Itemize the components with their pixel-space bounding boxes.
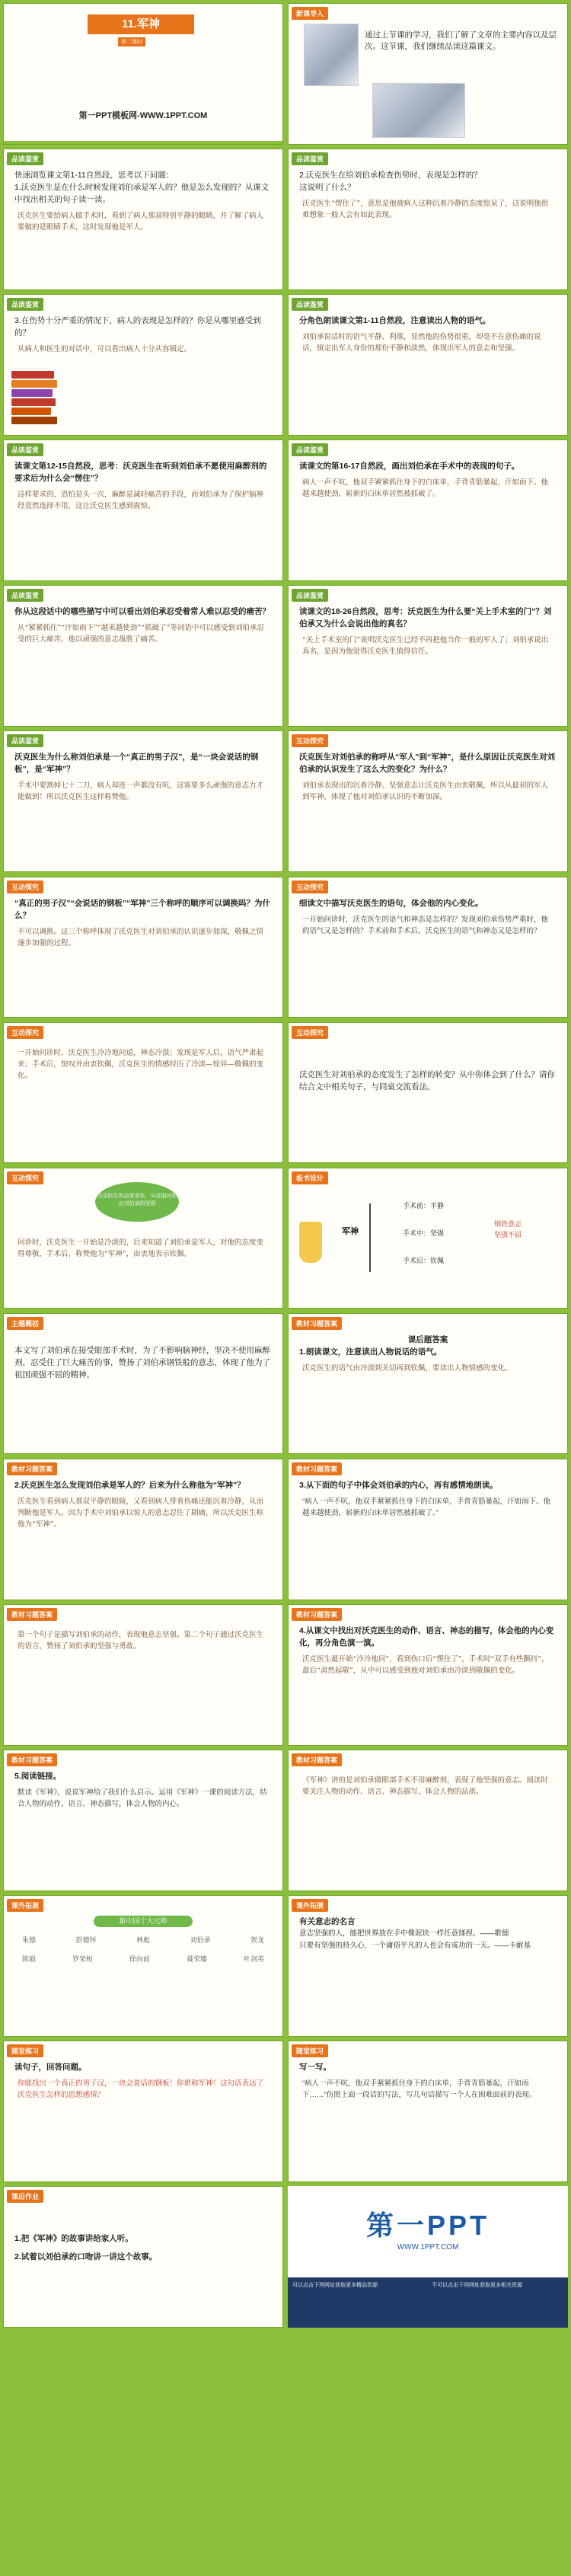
- pencil-icon: [299, 1222, 322, 1263]
- answer: 问诊时，沃克医生一开始是冷淡的，后来知道了刘伯承是军人，对他的态度变得尊敬，手术后，称赞他为“军神”，由衷地表示钦佩。: [18, 1238, 264, 1258]
- question: 分角色朗读课文第1-11自然段，注意读出人物的语气。: [299, 316, 491, 326]
- slide-24: [288, 1604, 568, 1746]
- books-illustration: [11, 371, 57, 430]
- marshal-name: 聂荣臻: [186, 1955, 207, 1964]
- marshal-row-2: [14, 1954, 272, 1965]
- question-intro: 快速浏览课文第1-11自然段，思考以下问题：: [14, 171, 174, 181]
- slide-28: [288, 1895, 568, 2037]
- intro-text: 通过上节课的学习，我们了解了文章的主要内容以及层次。这节课，我们继续品读这篇课文。: [365, 30, 557, 51]
- question: 沃克医生对刘伯承的态度发生了怎样的转变？从中你体会到了什么？请你结合文中相关句子，与同桌交流看法。: [299, 1069, 555, 1091]
- board-root: 军神: [342, 1226, 359, 1236]
- section-tag: 随堂练习: [7, 2044, 43, 2057]
- section-title: 课后题答案: [407, 1334, 448, 1344]
- board-design: [342, 1197, 555, 1281]
- answer: “病人一声不吭，他双手紧紧抓住身下的白床单，手背青筋暴起，汗如雨下。他越来越使劲，崭新的白床单居然被抓破了。”: [302, 1497, 551, 1517]
- answer: 沃克医生“愣住了”，意思是他被病人这种沉着冷静的态度惊呆了，这说明他很难想象一般人会有如此表现。: [302, 200, 549, 220]
- board-item: 手术中：坚强: [403, 1229, 445, 1237]
- marshal-name: 徐向前: [129, 1955, 150, 1964]
- marshal-name: 朱德: [22, 1936, 37, 1945]
- answer: 你能找出一个真正的男子汉，一块会说话的钢板！你堪称军神！这句话表达了沃克医生怎样的思想感情？: [18, 2079, 264, 2100]
- section-tag: 品读鉴赏: [7, 589, 43, 602]
- section-tag: 品读鉴赏: [7, 152, 43, 165]
- homework-item: 1.把《军神》的故事讲给家人听。: [14, 2234, 133, 2244]
- marshal-name: 罗荣桓: [72, 1955, 93, 1964]
- board-item: 手术后：钦佩: [403, 1256, 445, 1264]
- section-tag: 板书设计: [292, 1171, 328, 1184]
- answer: 从病人和医生的对话中，可以看出病人十分从容镇定。: [18, 345, 192, 354]
- answer: 沃克医生最开始“冷冷地问”，看到伤口后“愣住了”，手术时“双手有些颤抖”，最后“肃然起敬”，从中可以感受到他对刘伯承由冷淡到敬佩的变化。: [302, 1655, 549, 1676]
- slide-bar: [4, 141, 282, 144]
- slide-23: [3, 1604, 283, 1746]
- section-title: 新中国十大元帅: [94, 1916, 193, 1927]
- lesson-title: 11.军神: [88, 14, 194, 34]
- slide-6: [288, 294, 568, 436]
- quote: 意志坚强的人，能把世界放在手中像泥块一样任意揉捏。——歌德: [299, 1929, 509, 1938]
- section-tag: 课外拓展: [7, 1899, 43, 1912]
- surgery-photo: [372, 83, 465, 138]
- marshal-name: 刘伯承: [190, 1936, 211, 1945]
- slide-21: [3, 1459, 283, 1600]
- marshal-name: 林彪: [136, 1936, 150, 1945]
- section-tag: 互动探究: [292, 734, 328, 747]
- section-tag: 互动探究: [7, 1026, 43, 1039]
- question: 你从这段话中的哪些描写中可以看出刘伯承忍受着常人难以忍受的痛苦？: [14, 607, 270, 617]
- slide-19: [3, 1313, 283, 1455]
- answer: 一开始问诊时，沃克医生的语气和神态是怎样的？发现刘伯承伤势严重时，他的语气又是怎样的？手术前和手术后，沃克医生的语气和神态又是怎样的？: [302, 915, 549, 935]
- slide-16: [288, 1022, 568, 1164]
- slide-14: [288, 877, 568, 1018]
- answer: 第一个句子是描写刘伯承的动作，表现他意志坚强。第二个句子通过沃克医生的语言，赞扬了刘伯承的坚强与勇敢。: [18, 1631, 264, 1651]
- slide-11: [3, 730, 283, 872]
- section-title: 写一写。: [299, 2063, 331, 2073]
- section-tag: 互动探究: [292, 1026, 328, 1039]
- section-tag: 教材习题答案: [7, 1462, 57, 1475]
- section-tag: 新课导入: [292, 7, 328, 20]
- question: 1.朗读课文，注意读出人物说话的语气。: [299, 1347, 442, 1357]
- question-2: 2.沃克医生在给刘伯承检查伤势时，表现是怎样的？: [299, 171, 482, 181]
- answer: 沃克医生的语气由冷淡到关切再到钦佩，要读出人物情感的变化。: [302, 1363, 512, 1373]
- section-tag: 教材习题答案: [7, 1608, 57, 1621]
- answer: 一开始问诊时，沃克医生冷冷地问道，神态冷漠；发现是军人后，语气严肃起来；手术后，惊叹并由衷钦佩，沃克医生的情感经历了冷淡—惊异—敬佩的变化。: [18, 1048, 264, 1080]
- question: 沃克医生为什么称刘伯承是一个“真正的男子汉”，是“一块会说话的钢板”，是“军神”？: [14, 753, 259, 775]
- question: 读课文的18-26自然段，思考：沃克医生为什么要“关上手术室的门”？刘伯承又为什么会说出他的真名？: [299, 607, 552, 629]
- slide-26: [288, 1750, 568, 1891]
- answer: 手术中要割掉七十二刀，病人却连一声都没有吭，这需要多么顽强的意志力才能做到！所以沃克医生这样称赞他。: [18, 781, 264, 802]
- slide-7: [3, 439, 283, 581]
- section-tag: 品读鉴赏: [292, 298, 328, 311]
- board-summary-line: 钢铁意志: [494, 1219, 522, 1228]
- soldier-photo: [304, 24, 359, 86]
- slide-29: [3, 2041, 283, 2182]
- slide-8: [288, 439, 568, 581]
- question: “真正的男子汉”“会说话的钢板”“军神”三个称呼的顺序可以调换吗？为什么？: [14, 898, 270, 920]
- answer: 刘伯承说话时的语气平静、利落，显然他的伤势很重，却毫不在意伤痛的说话，镇定出军人身份的那份平静和淡然，体现出军人的意志和坚强。: [302, 333, 541, 353]
- marshal-name: 陈毅: [22, 1955, 37, 1964]
- answer: 不可以调换。这三个称呼体现了沃克医生对刘伯承的认识逐步加深，敬佩之情逐步加强的过程。: [18, 927, 264, 948]
- section-tag: 品读鉴赏: [292, 589, 328, 602]
- marshal-name: 叶剑英: [243, 1955, 264, 1964]
- answer: “病人一声不吭，他双手紧紧抓住身下的白床单，手背青筋暴起，汗如雨下……”仿照上面一段话的写法，写几句话描写一个人在困难面前的表现。: [302, 2079, 537, 2100]
- slide-13: [3, 877, 283, 1018]
- question: 读课文的第16-17自然段，画出刘伯承在手术中的表现的句子。: [299, 462, 520, 471]
- quote: 只要有坚强的持久心，一个庸俗平凡的人也会有成功的一天。——卡耐基: [299, 1942, 531, 1951]
- marshal-name: 贺龙: [250, 1936, 264, 1945]
- section-tag: 课外拓展: [292, 1899, 328, 1912]
- question: 4.从课文中找出对沃克医生的动作、语言、神态的描写，体会他的内心变化，再分角色演一演。: [299, 1626, 554, 1648]
- slide-31: [3, 2186, 283, 2328]
- answer: “关上手术室的门”说明沃克医生已经不再把他当作一般的军人了；刘伯承说出真名，是因为他觉得沃克医生值得信任。: [302, 636, 549, 657]
- slide-20: [288, 1313, 568, 1455]
- answer: 沃克医生看到病人那双平静的眼睛，又看到病人带着伤痛还能沉着冷静，从而判断他是军人。因为手术中刘伯承以惊人的意志忍住了剧痛，所以沃克医生称他为“军神”。: [18, 1497, 264, 1529]
- section-title: 有关意志的名言: [299, 1917, 356, 1927]
- slide-4: [288, 149, 568, 290]
- slide-22: [288, 1459, 568, 1600]
- section-tag: 品读鉴赏: [7, 443, 43, 456]
- section-tag: 品读鉴赏: [7, 734, 43, 747]
- question: 5.阅读链接。: [14, 1772, 62, 1782]
- question-3: 3.在伤势十分严重的情况下，病人的表现是怎样的？你是从哪里感受到的？: [14, 316, 261, 338]
- answer: 从“紧紧抓住”“汗如雨下”“越来越使劲”“抓破了”等词语中可以感受到刘伯承忍受的巨大痛苦，他以顽强的意志战胜了痛苦。: [18, 624, 264, 644]
- answer: 病人一声不吭，他双手紧紧抓住身下的白床单，手背青筋暴起，汗如雨下。他越来越使劲，崭新的白床单居然被抓破了。: [302, 478, 549, 499]
- question-1: 1.沃克医生是在什么时候发现刘伯承是军人的？他是怎么发现的？从课文中找出相关的句子读一读。: [14, 183, 270, 205]
- answer: 刘伯承表现出的沉着冷静、坚强意志让沃克医生由衷敬佩，所以从最初的军人到军神，体现了他对刘伯承认识的不断加深。: [302, 781, 549, 802]
- slide-17: [3, 1168, 283, 1309]
- ppt-logo: 第一PPT: [365, 2210, 490, 2242]
- question-2b: 这说明了什么？: [299, 183, 356, 193]
- section-tag: 教材习题答案: [292, 1753, 342, 1766]
- section-tag: 课后作业: [7, 2190, 43, 2203]
- lesson-subtitle: 第二课时: [118, 37, 145, 46]
- slide-ppt-banner: [288, 2186, 568, 2328]
- answer: 《军神》讲的是刘伯承做眼部手术不用麻醉剂，表现了他坚强的意志。阅读时要关注人物的动作、语言、神态描写，体会人物的品质。: [302, 1776, 549, 1797]
- slide-12: [288, 730, 568, 872]
- ppt-url[interactable]: WWW.1PPT.COM: [397, 2243, 459, 2252]
- slide-title: [3, 3, 283, 145]
- section-tag: 互动探究: [292, 881, 328, 893]
- slide-10: [288, 585, 568, 727]
- marshal-name: 彭德怀: [75, 1936, 97, 1945]
- section-title: 读句子，回答问题。: [14, 2063, 87, 2073]
- question: 细读文中描写沃克医生的语句，体会他的内心变化。: [299, 898, 483, 908]
- question: 读课文第12-15自然段，思考：沃克医生在听到刘伯承不愿使用麻醉剂的要求后为什么会“愣住”？: [14, 462, 267, 484]
- slide-3: [3, 149, 283, 290]
- section-tag: 互动探究: [7, 881, 43, 893]
- slide-5: [3, 294, 283, 436]
- slide-18: [288, 1168, 568, 1309]
- section-tag: 教材习题答案: [292, 1462, 342, 1475]
- answer: 这样要求的，恐怕是头一次，麻醉是减轻痛苦的手段，而刘伯承为了保护脑神经竟然选择不用，这让沃克医生感到震惊。: [18, 491, 264, 511]
- section-tag: 随堂练习: [292, 2044, 328, 2057]
- answer: 沃克医生要给病人做手术时，看到了病人那双特别平静的眼睛，并了解了病人要做的是眼睛手术，这时发现他是军人。: [18, 212, 264, 232]
- slide-15: [3, 1022, 283, 1164]
- board-summary-line: 坚强不屈: [494, 1230, 522, 1238]
- question: 沃克医生对刘伯承的称呼从“军人”到“军神”，是什么原因让沃克医生对刘伯承的认识发生了这么大的变化？为什么？: [299, 753, 555, 775]
- slide-27: [3, 1895, 283, 2037]
- summary-text: 本文写了刘伯承在接受眼部手术时，为了不影响脑神经，坚决不使用麻醉剂，忍受住了巨大痛苦的事，赞扬了刘伯承钢铁般的意志，体现了他为了祖国顽强不屈的精神。: [14, 1345, 270, 1379]
- question: 3.从下面的句子中体会刘伯承的内心，再有感情地朗读。: [299, 1480, 498, 1490]
- homework-item: 2.试着以刘伯承的口吻讲一讲这个故事。: [14, 2252, 158, 2262]
- section-tag: 品读鉴赏: [292, 152, 328, 165]
- section-tag: 品读鉴赏: [7, 298, 43, 311]
- section-tag: 互动探究: [7, 1171, 43, 1184]
- answer: 默读《军神》，说说军神给了我们什么启示。运用《军神》一课的阅读方法，结合人物的动作、语言、神态描写，体会人物的内心。: [18, 1788, 267, 1809]
- marshal-row-1: [14, 1935, 272, 1946]
- slide-25: [3, 1750, 283, 1891]
- board-item: 手术前：平静: [403, 1201, 445, 1210]
- slide-30: [288, 2041, 568, 2182]
- resource-col-1: 可以点击下列网址获取更多精品资源: [292, 2283, 378, 2289]
- section-tag: 主题概括: [7, 1317, 43, 1330]
- section-tag: 教材习题答案: [292, 1608, 342, 1621]
- board-summary: [494, 1219, 522, 1240]
- section-tag: 教材习题答案: [292, 1317, 342, 1330]
- section-tag: 教材习题答案: [7, 1753, 57, 1766]
- question: 2.沃克医生怎么发现刘伯承是军人的？后来为什么称他为“军神”？: [14, 1480, 245, 1490]
- site-footer: 第一PPT模板网-WWW.1PPT.COM: [78, 110, 208, 120]
- resource-col-2: 不可以点击下列网址获取更多相关资源: [432, 2283, 522, 2289]
- slide-intro: [288, 3, 568, 145]
- tip-bubble: 沃克医生的态度变化，从反面衬托出刘伯承的坚强: [95, 1182, 179, 1222]
- section-tag: 品读鉴赏: [292, 443, 328, 456]
- slide-9: [3, 585, 283, 727]
